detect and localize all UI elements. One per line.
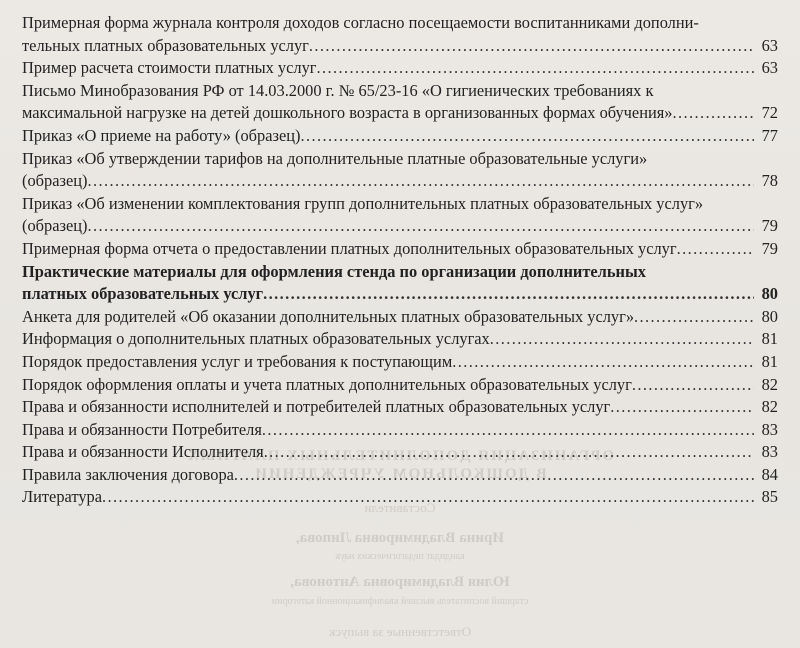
page-number: 72: [761, 103, 778, 123]
toc-entry-leader-line: [22, 215, 778, 238]
toc-entry-title-line: Информация о дополнительных платных образовательных услугах: [22, 329, 490, 349]
toc-entry-leader-line: [22, 306, 778, 329]
toc-entry-title-line: тельных платных образовательных услуг: [22, 35, 309, 55]
page-number: 79: [761, 238, 778, 258]
toc-entry[interactable]: [22, 80, 778, 125]
toc-entry-title-line: Порядок предоставления услуг и требования к поступающим: [22, 351, 453, 371]
toc-entry-leader-line: [22, 57, 778, 80]
toc-entry-title-line: Порядок оформления оплаты и учета платных дополнительных образовательных услуг: [22, 374, 632, 394]
toc-entry[interactable]: [22, 486, 778, 509]
dot-leader: [300, 125, 754, 148]
dot-leader: [263, 283, 754, 306]
bleed-through-text: Ирина Владимировна Липова,: [296, 530, 504, 546]
page-number: 80: [761, 284, 778, 304]
bleed-through-text: В ДОШКОЛЬНОМ УЧРЕЖДЕНИИ: [253, 466, 547, 482]
toc-entry[interactable]: [22, 261, 778, 306]
toc-entry[interactable]: [22, 328, 778, 351]
dot-leader: [634, 306, 754, 329]
bleed-through-text: кандидат педагогических наук: [335, 551, 465, 562]
toc-entry-title-line: платных образовательных услуг: [22, 284, 264, 304]
page-number: 63: [761, 35, 778, 55]
toc-entry-leader-line: [22, 328, 778, 351]
toc-entry[interactable]: [22, 374, 778, 397]
toc-entry-leader-line: [22, 238, 778, 261]
bleed-through-text: старший воспитатель высшей квалификационной категории: [271, 596, 529, 607]
page-number: 83: [761, 419, 778, 439]
toc-entry-title-line: максимальной нагрузке на детей дошкольного возраста в организованных формах обучения»: [22, 103, 673, 123]
toc-entry[interactable]: [22, 193, 778, 238]
toc-entry-leader-line: [22, 125, 778, 148]
toc-entry-title-line: Пример расчета стоимости платных услуг: [22, 58, 317, 78]
page-number: 83: [761, 442, 778, 462]
page-number: 85: [761, 487, 778, 507]
bleed-through-text: Юлия Владимировна Антонова,: [290, 574, 510, 590]
toc-entry-leader-line: [22, 374, 778, 397]
toc-entry-leader-line: [22, 441, 778, 464]
dot-leader: [610, 396, 754, 419]
dot-leader: [672, 102, 754, 125]
toc-entry[interactable]: [22, 125, 778, 148]
toc-entry-leader-line: [22, 396, 778, 419]
bleed-through-text: ОРГАНИЗАЦИЯ ДОПОЛНИТЕЛЬНЫХ ПЛАТНЫХ: [185, 448, 615, 464]
toc-entry-title-line: Литература: [22, 487, 102, 507]
dot-leader: [452, 351, 754, 374]
toc-entry-leader-line: [22, 486, 778, 509]
toc-entry-title-line: Практические материалы для оформления стенда по организации дополнительных: [22, 261, 646, 281]
dot-leader: [677, 238, 754, 261]
page-number: 78: [761, 171, 778, 191]
toc-entry[interactable]: [22, 306, 778, 329]
toc-entry-title-line: Приказ «О приеме на работу» (образец): [22, 125, 301, 145]
toc-entry[interactable]: [22, 464, 778, 487]
toc-entry[interactable]: [22, 238, 778, 261]
toc-entry[interactable]: [22, 396, 778, 419]
toc-entry[interactable]: [22, 148, 778, 193]
toc-entry-leader-line: [22, 170, 778, 193]
page-number: 82: [761, 397, 778, 417]
dot-leader: [234, 464, 754, 487]
dot-leader: [632, 374, 754, 397]
toc-entry-title-line: (образец): [22, 171, 88, 191]
toc-entry-title-line: Правила заключения договора: [22, 464, 234, 484]
toc-entry[interactable]: [22, 57, 778, 80]
page-number: 80: [761, 306, 778, 326]
toc-entry-leader-line: [22, 283, 778, 306]
toc-entry-title-line: Приказ «Об утверждении тарифов на дополнительные платные образовательные услуги»: [22, 148, 648, 168]
dot-leader: [317, 57, 755, 80]
page-number: 81: [761, 351, 778, 371]
page-number: 84: [761, 464, 778, 484]
bleed-through-text: Составители: [364, 500, 436, 515]
toc-entry[interactable]: [22, 419, 778, 442]
toc-entry-leader-line: [22, 35, 778, 58]
toc-entry-title-line: Примерная форма журнала контроля доходов согласно посещаемости воспитанниками дополни-: [22, 13, 699, 32]
page-number: 81: [761, 329, 778, 349]
dot-leader: [490, 328, 754, 351]
toc-entry-leader-line: [22, 102, 778, 125]
dot-leader: [264, 441, 754, 464]
toc-entry-title-line: Письмо Минобразования РФ от 14.03.2000 г. № 65/23-16 «О гигиенических требованиях к: [22, 80, 654, 100]
toc-entry[interactable]: [22, 441, 778, 464]
page-number: 79: [761, 216, 778, 236]
toc-entry-leader-line: [22, 419, 778, 442]
dot-leader: [87, 170, 754, 193]
dot-leader: [309, 35, 754, 58]
toc-entry-title-line: Анкета для родителей «Об оказании дополнительных платных образовательных услуг»: [22, 306, 635, 326]
toc-entry[interactable]: [22, 12, 778, 57]
dot-leader: [87, 215, 754, 238]
page-number: 77: [761, 125, 778, 145]
table-of-contents: [22, 12, 778, 509]
dot-leader: [102, 486, 754, 509]
toc-entry-title-line: Примерная форма отчета о предоставлении платных дополнительных образовательных услуг: [22, 238, 677, 258]
toc-entry-leader-line: [22, 351, 778, 374]
toc-entry-title-line: Права и обязанности Потребителя: [22, 419, 262, 439]
bleed-through-text: Ответственные за выпуск: [328, 624, 472, 639]
dot-leader: [262, 419, 754, 442]
toc-entry-title-line: Права и обязанности Исполнителя: [22, 442, 264, 462]
toc-entry-title-line: Права и обязанности исполнителей и потребителей платных образовательных услуг: [22, 397, 611, 417]
toc-entry-title-line: (образец): [22, 216, 88, 236]
page-number: 63: [761, 58, 778, 78]
toc-entry-leader-line: [22, 464, 778, 487]
page-number: 82: [761, 374, 778, 394]
toc-entry[interactable]: [22, 351, 778, 374]
toc-entry-title-line: Приказ «Об изменении комплектования групп дополнительных платных образовательных услуг»: [22, 193, 704, 213]
